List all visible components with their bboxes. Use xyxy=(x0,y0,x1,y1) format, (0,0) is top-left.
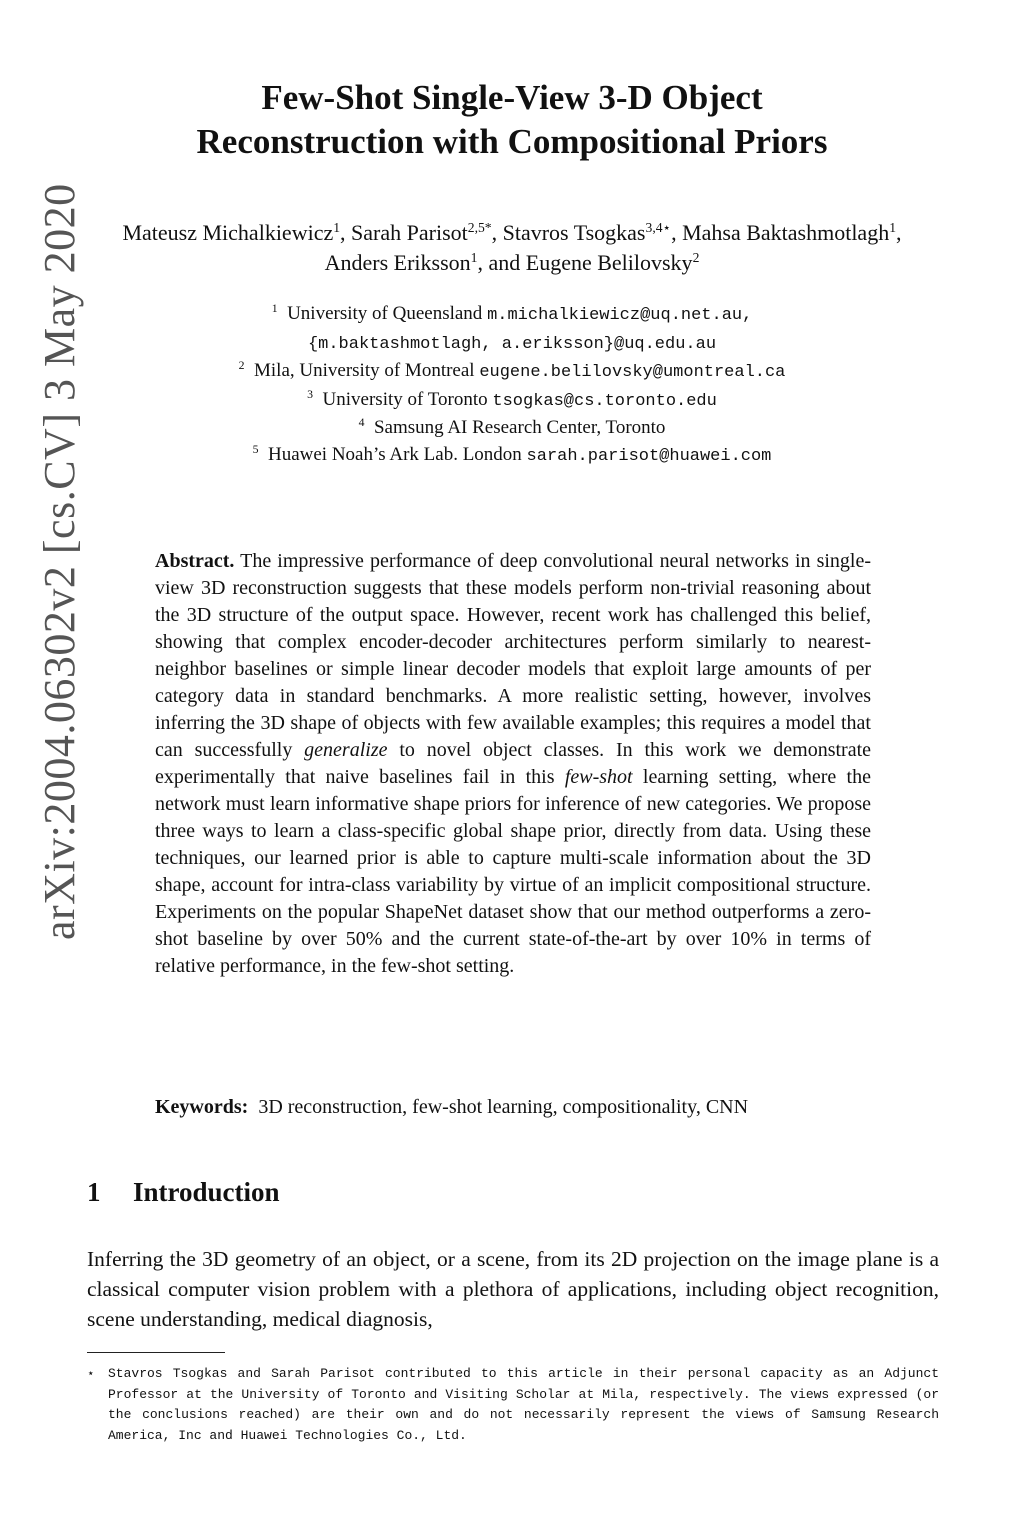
keywords-text: 3D reconstruction, few-shot learning, compositionality, CNN xyxy=(258,1096,749,1118)
abstract xyxy=(155,548,871,980)
keywords-label: Keywords: xyxy=(155,1096,249,1118)
email-address[interactable]: sarah.parisot@huawei.com xyxy=(526,446,772,466)
affiliation-number: 3 xyxy=(307,387,314,401)
affiliation-4 xyxy=(100,415,924,442)
affiliation-name: Samsung AI Research Center, Toronto xyxy=(373,417,666,438)
author-line-1: Mateusz Michalkiewicz$^1$, Sarah Parisot$^{2,5*}$, Stavros Tsogkas$^{3,4⋆}$, Mahsa Baktashmotlagh$^1$, Anders Eriksson$^1$, and Eugene Belilovsky$^2$ xyxy=(122,219,902,275)
footnote-mark: ⋆ xyxy=(87,1366,95,1380)
affiliation-1-emails xyxy=(100,330,924,359)
section-heading xyxy=(87,1174,280,1210)
author-name: Mahsa Baktashmotlagh xyxy=(682,220,890,245)
affiliation-3 xyxy=(100,387,924,416)
abstract-emphasis: generalize xyxy=(304,739,388,761)
email-address[interactable]: tsogkas@cs.toronto.edu xyxy=(492,391,717,411)
author-affil-sup: 2,5* xyxy=(467,219,492,235)
abstract-text: The impressive performance of deep convolutional neural networks in single-view 3D reconstruction suggests that these models perform non-trivial reasoning about the 3D structure of the output space. However, recent work has challenged this belief, showing that complex encoder-decoder architectures perform similarly to nearest-neighbor baselines or simple linear decoder models that exploit large amounts of per category data in standard benchmarks. A more realistic setting, however, involves inferring the 3D shape of objects with few available examples; this requires a model that can successfully xyxy=(155,550,871,761)
author-affil-sup: 1 xyxy=(333,219,341,235)
section-title: Introduction xyxy=(133,1177,280,1207)
footnote-text: Stavros Tsogkas and Sarah Parisot contributed to this article in their personal capacity as an Adjunct Professor at the University of Toronto and Visiting Scholar at Mila, respectively. The views expressed (or the conclusions reached) are their own and do not necessarily represent the views of Samsung Research America, Inc and Huawei Technologies Co., Ltd. xyxy=(108,1366,939,1443)
intro-paragraph: Inferring the 3D geometry of an object, or a scene, from its 2D projection on the image plane is a classical computer vision problem with a plethora of applications, including object recognition, scene understanding, medical diagnosis, xyxy=(87,1247,939,1331)
title-line-1: Few-Shot Single-View 3-D Object xyxy=(261,78,763,117)
affiliation-1 xyxy=(100,301,924,330)
footnote xyxy=(87,1364,939,1446)
title-line-2: Reconstruction with Compositional Priors xyxy=(196,122,828,161)
email-address[interactable]: eugene.belilovsky@umontreal.ca xyxy=(479,363,786,382)
keywords xyxy=(155,1094,895,1121)
author-affil-sup: 1 xyxy=(470,249,478,265)
affiliation-5 xyxy=(100,442,924,471)
author-name: Eugene Belilovsky xyxy=(525,250,693,275)
affiliation-number: 5 xyxy=(252,442,259,456)
paper-title xyxy=(100,76,924,164)
author-affil-sup: 2 xyxy=(692,249,700,265)
email-address[interactable]: {m.baktashmotlagh, a.eriksson}@uq.edu.au xyxy=(307,334,717,354)
author-affil-sup: 3,4⋆ xyxy=(645,219,672,235)
abstract-text: learning setting, where the network must learn informative shape priors for inference of new categories. We propose three ways to learn a class-specific global shape prior, directly from data. Using these techniques, our learned prior is able to capture multi-scale information about the 3D shape, account for intra-class variability by virtue of an implicit compositional structure. Experiments on the popular ShapeNet dataset show that our method outperforms a zero-shot baseline by over 50% and the current state-of-the-art by over 10% in terms of relative performance, in the few-shot setting. xyxy=(155,766,871,977)
footnote-rule xyxy=(87,1352,225,1353)
email-address[interactable]: m.michalkiewicz@uq.net.au, xyxy=(487,306,753,325)
affiliations xyxy=(100,301,924,470)
affiliation-number: 1 xyxy=(271,301,278,315)
affiliation-name: University of Queensland xyxy=(287,303,483,324)
abstract-text: to novel object classes. In this work we demonstrate experimentally that naive baselines fail in this xyxy=(155,739,872,788)
section-number: 1 xyxy=(87,1177,101,1207)
author-name: Sarah Parisot xyxy=(351,220,468,245)
affiliation-name: Huawei Noah’s Ark Lab. London xyxy=(267,443,522,465)
affiliation-number: 2 xyxy=(238,358,245,372)
affiliation-name: University of Toronto xyxy=(322,388,488,410)
author-name: Anders Eriksson xyxy=(324,250,471,275)
abstract-emphasis: few-shot xyxy=(564,766,633,788)
affiliation-name: Mila, University of Montreal xyxy=(254,360,475,381)
author-name: Mateusz Michalkiewicz xyxy=(122,220,334,245)
abstract-label: Abstract. xyxy=(155,550,235,572)
author-conjunction: and xyxy=(488,250,521,275)
affiliation-2 xyxy=(100,358,924,387)
author-name: Stavros Tsogkas xyxy=(502,220,646,245)
author-list xyxy=(100,218,924,278)
author-affil-sup: 1 xyxy=(889,219,897,235)
affiliation-number: 4 xyxy=(358,415,365,429)
arxiv-identifier: arXiv:2004.06302v2 [cs.CV] 3 May 2020 xyxy=(35,183,84,940)
